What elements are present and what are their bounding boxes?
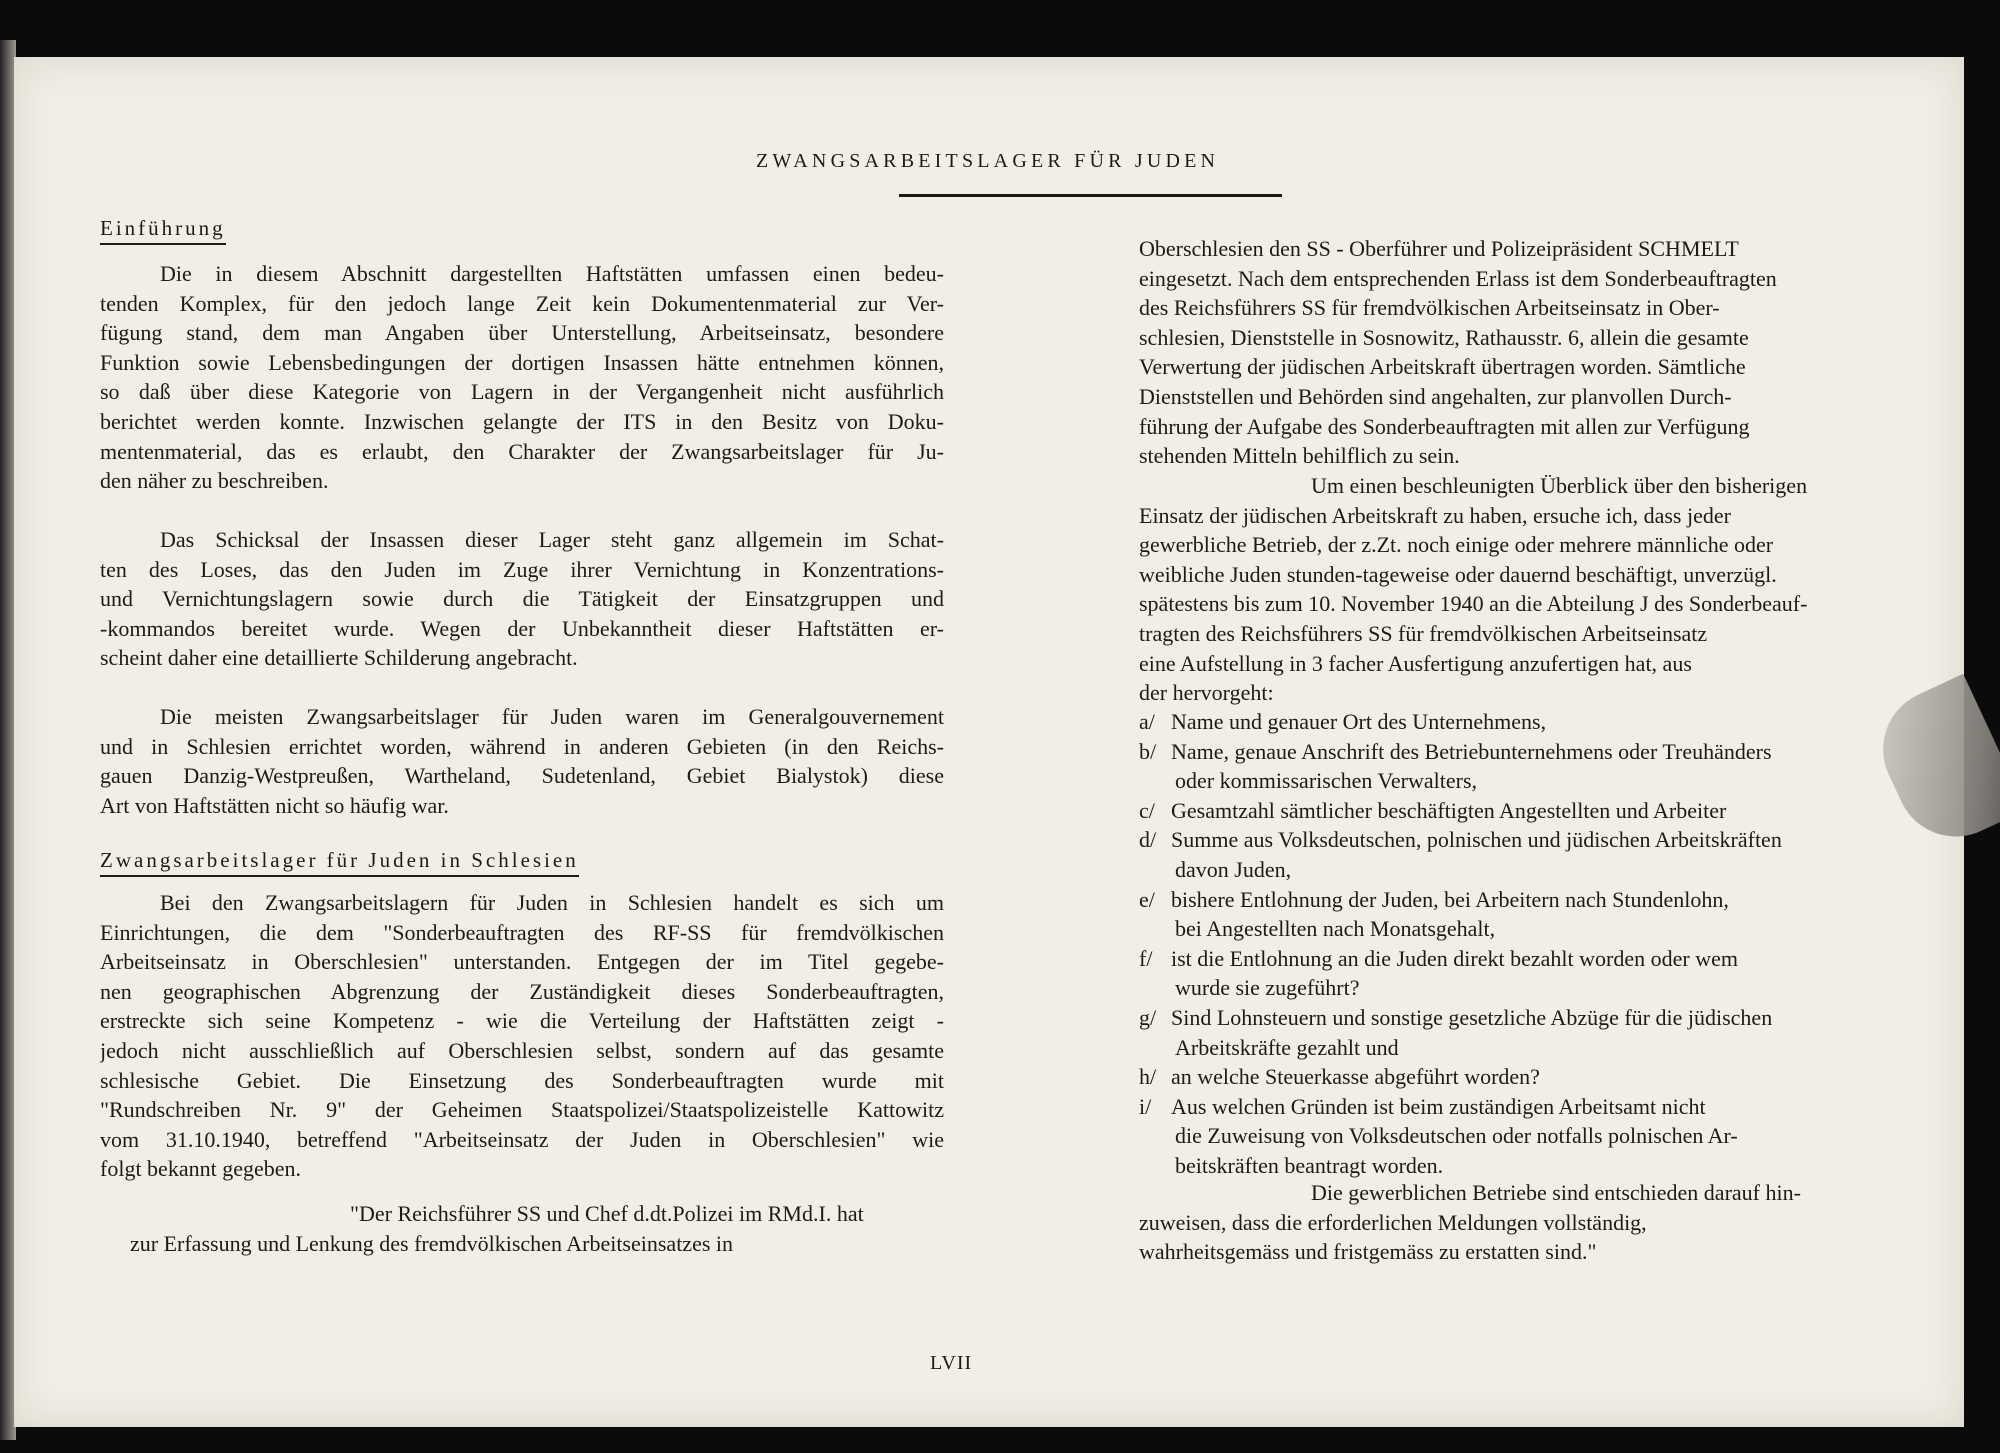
list-item-line: an welche Steuerkasse abgeführt worden? [1171,1064,1540,1090]
text-line: Das Schicksal der Insassen dieser Lager steht ganz allgemein im Schat- [160,527,944,552]
text-line: Dienststellen und Behörden sind angehalten, zur planvollen Durch- [1139,383,1732,409]
section-heading-einfuehrung: Einführung [100,216,226,245]
list-item-line: Name und genauer Ort des Unternehmens, [1171,709,1547,734]
text-line: fügung stand, dem man Angaben über Unterstellung, Arbeitseinsatz, besondere [100,320,944,346]
text-line: jedoch nicht ausschließlich auf Oberschlesien selbst, sondern auf das gesamte [100,1037,944,1063]
text-line: Oberschlesien den SS - Oberführer und Polizeipräsident SCHMELT [1139,236,1739,261]
text-line: gewerbliche Betrieb, der z.Zt. noch einige oder mehrere männliche oder [1139,532,1774,558]
text-line: wahrheitsgemäss und fristgemäss zu erstatten sind." [1139,1239,1597,1265]
text-line: der hervorgeht: [1139,680,1274,706]
left-paragraph-4 [100,888,944,1184]
text-line: Einsatz der jüdischen Arbeitskraft zu haben, ersuche ich, dass jeder [1139,502,1731,528]
list-item [1139,1003,1782,1062]
list-item-line: Aus welchen Gründen ist beim zuständigen Arbeitsamt nicht [1171,1093,1706,1119]
title-underline [899,194,1282,197]
list-item [1139,796,1782,826]
list-item-line: Name, genaue Anschrift des Betriebunternehmens oder Treuhänders [1171,738,1772,764]
list-marker: a/ [1139,709,1155,734]
text-line: so daß über diese Kategorie von Lagern in der Vergangenheit nicht ausführlich [100,379,944,405]
list-marker: i/ [1139,1093,1152,1119]
text-line: führung der Aufgabe des Sonderbeauftragten mit allen zur Verfügung [1139,413,1750,439]
text-line: des Reichsführers SS für fremdvölkischen Arbeitseinsatz in Ober- [1139,295,1720,321]
text-line: Einrichtungen, die dem "Sonderbeauftragten des RF-SS für fremdvölkischen [100,919,944,945]
text-line: zuweisen, dass die erforderlichen Meldungen vollständig, [1139,1209,1647,1235]
list-marker: g/ [1139,1004,1157,1030]
list-item [1139,885,1782,944]
list-item-line: oder kommissarischen Verwalters, [1175,768,1478,794]
text-line: -kommandos bereitet wurde. Wegen der Unbekanntheit dieser Haftstätten er- [100,615,944,641]
text-line: gauen Danzig-Westpreußen, Wartheland, Sudetenland, Gebiet Bialystok) diese [100,763,944,789]
text-line: eingesetzt. Nach dem entsprechenden Erlass ist dem Sonderbeauftragten [1139,265,1777,291]
list-marker: f/ [1139,945,1153,971]
right-paragraph-2 [1139,471,1807,708]
list-item-line: Arbeitskräfte gezahlt und [1175,1034,1399,1060]
list-item-line: ist die Entlohnung an die Juden direkt bezahlt worden oder wem [1171,945,1738,971]
left-paragraph-3 [100,702,944,820]
text-line: tenden Komplex, für den jedoch lange Zeit kein Dokumentenmaterial zur Ver- [100,290,944,316]
text-line: tragten des Reichsführers SS für fremdvölkischen Arbeitseinsatz [1139,620,1708,646]
list-item-line: beitskräften beantragt worden. [1175,1152,1444,1178]
requirements-list [1139,707,1782,1181]
text-line: und in Schlesien errichtet worden, während in anderen Gebieten (in den Reichs- [100,733,944,759]
text-line: Die meisten Zwangsarbeitslager für Juden waren im Generalgouvernement [160,704,944,729]
list-item [1139,737,1782,796]
left-quote [100,1199,1194,1258]
section-heading-schlesien: Zwangsarbeitslager für Juden in Schlesien [100,848,579,877]
list-marker: b/ [1139,738,1157,764]
list-marker: h/ [1139,1064,1157,1090]
text-line: schlesien, Dienststelle in Sosnowitz, Rathausstr. 6, allein die gesamte [1139,324,1749,350]
text-line: schlesische Gebiet. Die Einsetzung des Sonderbeauftragten wurde mit [100,1067,944,1093]
text-line: "Der Reichsführer SS und Chef d.dt.Polizei im RMd.I. hat [350,1201,864,1226]
text-line: den näher zu beschreiben. [100,468,329,494]
list-item [1139,707,1782,737]
list-item [1139,1092,1782,1181]
right-closing-paragraph [1139,1178,1801,1267]
text-line: folgt bekannt gegeben. [100,1156,301,1182]
list-item-line: davon Juden, [1175,856,1292,882]
text-line: Art von Haftstätten nicht so häufig war. [100,792,449,818]
list-item [1139,1062,1782,1092]
text-line: nen geographischen Abgrenzung der Zuständigkeit dieses Sonderbeauftragten, [100,978,944,1004]
list-item-line: wurde sie zugeführt? [1175,975,1360,1001]
list-item-line: die Zuweisung von Volksdeutschen oder notfalls polnischen Ar- [1175,1123,1738,1149]
text-line: "Rundschreiben Nr. 9" der Geheimen Staatspolizei/Staatspolizeistelle Kattowitz [100,1097,944,1123]
text-line: Um einen beschleunigten Überblick über den bisherigen [1311,473,1808,498]
list-item-line: bei Angestellten nach Monatsgehalt, [1175,916,1496,942]
text-line: Die in diesem Abschnitt dargestellten Haftstätten umfassen einen bedeu- [160,261,944,286]
list-marker: d/ [1139,827,1157,853]
text-line: Verwertung der jüdischen Arbeitskraft übertragen worden. Sämtliche [1139,354,1746,380]
list-marker: c/ [1139,797,1155,823]
left-paragraph-2 [100,525,944,673]
text-line: berichtet werden konnte. Inzwischen gelangte der ITS in den Besitz von Doku- [100,408,944,434]
text-line: vom 31.10.1940, betreffend "Arbeitseinsatz der Juden in Oberschlesien" wie [100,1126,944,1152]
text-line: weibliche Juden stunden-tageweise oder dauernd beschäftigt, unverzügl. [1139,561,1777,587]
list-item [1139,944,1782,1003]
page-title: ZWANGSARBEITSLAGER FÜR JUDEN [756,150,1220,172]
text-line: zur Erfassung und Lenkung des fremdvölkischen Arbeitseinsatzes in [130,1230,734,1256]
text-line: spätestens bis zum 10. November 1940 an die Abteilung J des Sonderbeauf- [1139,591,1808,617]
left-paragraph-1 [100,259,944,496]
text-line: Funktion sowie Lebensbedingungen der dortigen Insassen hätte entnehmen können, [100,349,944,375]
list-item-line: Summe aus Volksdeutschen, polnischen und jüdischen Arbeitskräften [1171,827,1782,853]
text-line: Bei den Zwangsarbeitslagern für Juden in Schlesien handelt es sich um [160,890,944,915]
list-item [1139,825,1782,884]
text-line: stehenden Mitteln behilflich zu sein. [1139,443,1460,469]
text-line: Arbeitseinsatz in Oberschlesien" unterstanden. Entgegen der im Titel gegebe- [100,949,944,975]
list-item-line: Sind Lohnsteuern und sonstige gesetzliche Abzüge für die jüdischen [1171,1004,1773,1030]
text-line: ten des Loses, das den Juden im Zuge ihrer Vernichtung in Konzentrations- [100,556,944,582]
text-line: scheint daher eine detaillierte Schilderung angebracht. [100,645,578,671]
list-marker: e/ [1139,886,1155,912]
text-line: eine Aufstellung in 3 facher Ausfertigung anzufertigen hat, aus [1139,650,1692,676]
list-item-line: Gesamtzahl sämtlicher beschäftigten Angestellten und Arbeiter [1171,797,1727,823]
list-item-line: bishere Entlohnung der Juden, bei Arbeitern nach Stundenlohn, [1171,886,1729,912]
page-number: LVII [930,1352,973,1374]
text-line: erstreckte sich seine Kompetenz - wie die Verteilung der Haftstätten zeigt - [100,1008,944,1034]
text-line: Die gewerblichen Betriebe sind entschieden darauf hin- [1311,1180,1801,1205]
text-line: und Vernichtungslagern sowie durch die Tätigkeit der Einsatzgruppen und [100,586,944,612]
text-line: mentenmaterial, das es erlaubt, den Charakter der Zwangsarbeitslager für Ju- [100,438,944,464]
right-paragraph-1 [1139,234,1777,471]
